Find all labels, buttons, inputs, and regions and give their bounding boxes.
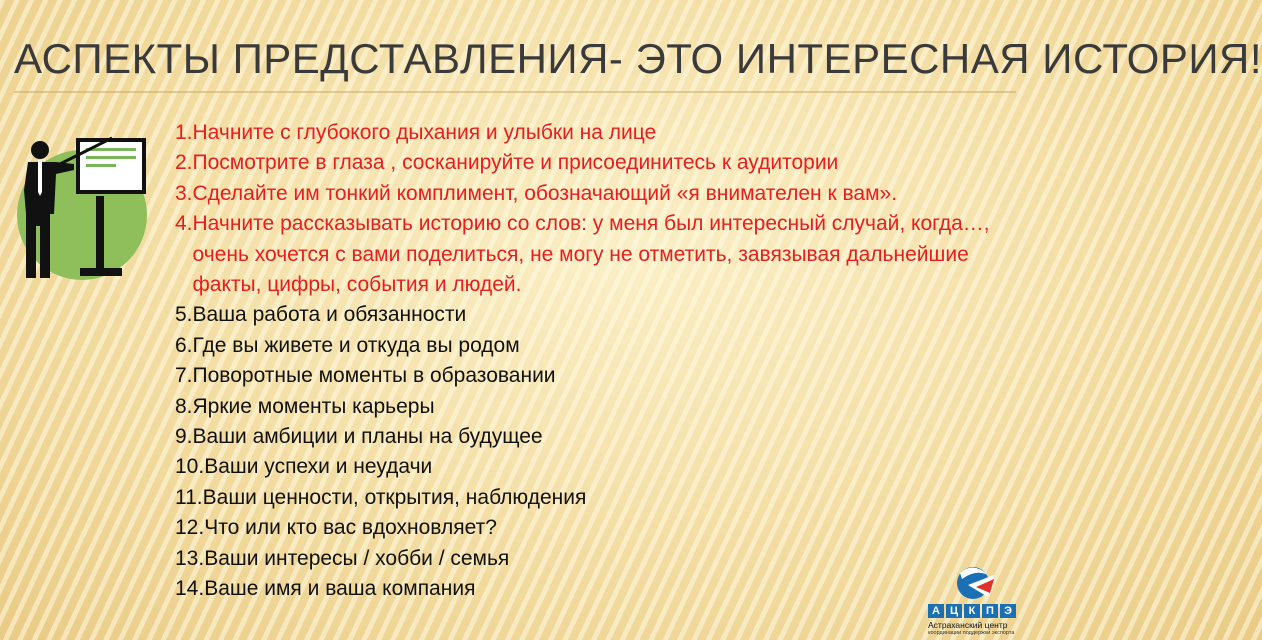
list-item-number: 11. <box>175 485 203 509</box>
logo-letter: Ц <box>946 604 962 618</box>
list-item <box>175 179 1015 209</box>
list-item-text: Ваша работа и обязанности <box>192 303 467 327</box>
list-item-number: 7. <box>175 364 193 388</box>
list-item-text: Где вы живете и откуда вы родом <box>192 333 520 357</box>
list-item <box>175 392 1015 422</box>
list-item <box>175 331 1015 361</box>
list-item-number: 9. <box>175 425 193 449</box>
list-item <box>175 574 1015 604</box>
slide-title: АСПЕКТЫ ПРЕДСТАВЛЕНИЯ- ЭТО ИНТЕРЕСНАЯ ИСТОРИЯ! <box>14 35 1262 82</box>
list-item <box>175 209 1015 300</box>
list-item-number: 1. <box>175 121 193 144</box>
list-item-number: 2. <box>175 151 193 175</box>
logo-letter: К <box>964 604 980 618</box>
list-item <box>175 544 1015 574</box>
list-item-text: Ваши ценности, открытия, наблюдения <box>202 485 587 509</box>
list-item-text: Сделайте им тонкий комплимент, обозначающий «я внимателен к вам». <box>192 181 898 205</box>
list-item-number: 6. <box>175 333 193 357</box>
logo-letters <box>928 604 1016 618</box>
logo-caption: Астраханский центр <box>928 620 1008 630</box>
list-item-text: Ваше имя и ваша компания <box>204 577 476 601</box>
list-item-text: Ваши амбиции и планы на будущее <box>192 425 543 449</box>
title-divider <box>14 91 1016 93</box>
list-item-number: 13. <box>175 546 205 570</box>
list-item-text: Начните рассказывать историю со слов: у меня был интересный случай, когда…, очень хочется с вами поделиться, не могу не отметить, завязывая дальнейшие факты, цифры, события и людей. <box>192 212 990 297</box>
list-item <box>175 361 1015 391</box>
logo-letter: Э <box>1000 604 1016 618</box>
list-item-text: Ваши успехи и неудачи <box>204 455 433 479</box>
list-item <box>175 300 1015 330</box>
list-item <box>175 513 1015 543</box>
list-item <box>175 118 1015 148</box>
list-item-number: 4. <box>175 212 193 236</box>
presenter-at-board-icon <box>12 130 152 280</box>
list-item-number: 12. <box>175 516 205 540</box>
steps-list <box>175 118 1015 605</box>
list-item-number: 14. <box>175 577 205 601</box>
logo-subcaption: координации поддержки экспорта <box>928 630 1015 636</box>
organization-logo <box>928 563 1020 637</box>
list-item-number: 3. <box>175 181 193 205</box>
list-item <box>175 148 1015 178</box>
list-item <box>175 422 1015 452</box>
list-item <box>175 483 1015 513</box>
list-item-number: 8. <box>175 394 193 418</box>
list-item-text: Что или кто вас вдохновляет? <box>204 516 497 540</box>
logo-letter: П <box>982 604 998 618</box>
list-item-text: Начните с глубокого дыхания и улыбки на лице <box>192 121 657 144</box>
list-item-text: Яркие моменты карьеры <box>192 394 435 418</box>
globe-logo-icon <box>948 563 998 603</box>
list-item-text: Ваши интересы / хобби / семья <box>204 546 510 570</box>
list-item-text: Поворотные моменты в образовании <box>192 364 556 388</box>
list-item-number: 5. <box>175 303 193 327</box>
list-item-number: 10. <box>175 455 205 479</box>
list-item-text: Посмотрите в глаза , сосканируйте и присоединитесь к аудитории <box>192 151 839 175</box>
logo-letter: А <box>928 604 944 618</box>
list-item <box>175 452 1015 482</box>
